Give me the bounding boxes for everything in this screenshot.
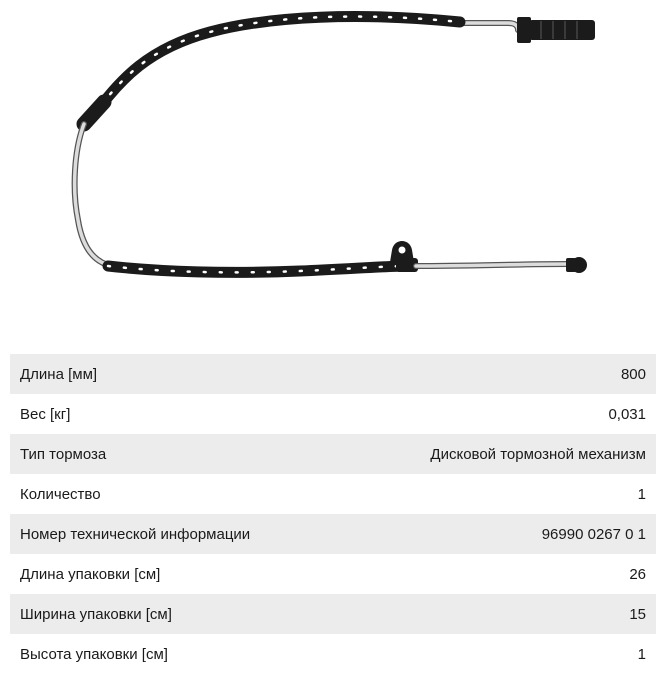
- spec-label: Длина [мм]: [20, 365, 98, 383]
- spec-label: Количество: [20, 485, 101, 503]
- spec-value: 96990 0267 0 1: [541, 525, 646, 543]
- lower-grey-wire: [416, 264, 570, 266]
- upper-connector: [517, 17, 595, 43]
- spec-value: 0,031: [608, 405, 646, 423]
- spec-value: 800: [620, 365, 646, 383]
- spec-row-package-length: [10, 554, 656, 594]
- spec-label: Номер технической информации: [20, 525, 251, 543]
- specs-table: [10, 354, 656, 674]
- spec-label: Тип тормоза: [20, 445, 107, 463]
- spec-value: 15: [629, 605, 646, 623]
- spec-row-brake-type: [10, 434, 656, 474]
- loop-grey-wire: [75, 124, 112, 266]
- upper-grey-wire: [460, 23, 518, 30]
- spec-row-package-width: [10, 594, 656, 634]
- spec-label: Длина упаковки [см]: [20, 565, 161, 583]
- spec-row-quantity: [10, 474, 656, 514]
- spec-label: Вес [кг]: [20, 405, 71, 423]
- spec-value: 1: [637, 485, 646, 503]
- spec-label: Ширина упаковки [см]: [20, 605, 172, 623]
- upper-sleeve: [84, 102, 104, 124]
- lower-sheath: [108, 266, 410, 272]
- spec-label: Высота упаковки [см]: [20, 645, 168, 663]
- sensor-tip: [566, 257, 587, 273]
- upper-sheath: [92, 17, 460, 118]
- spec-value: 26: [629, 565, 646, 583]
- spec-row-length: [10, 354, 656, 394]
- spec-value: 1: [637, 645, 646, 663]
- spec-row-tech-info-number: [10, 514, 656, 554]
- spec-row-package-height: [10, 634, 656, 674]
- spec-value: Дисковой тормозной механизм: [430, 445, 646, 463]
- spec-row-weight: [10, 394, 656, 434]
